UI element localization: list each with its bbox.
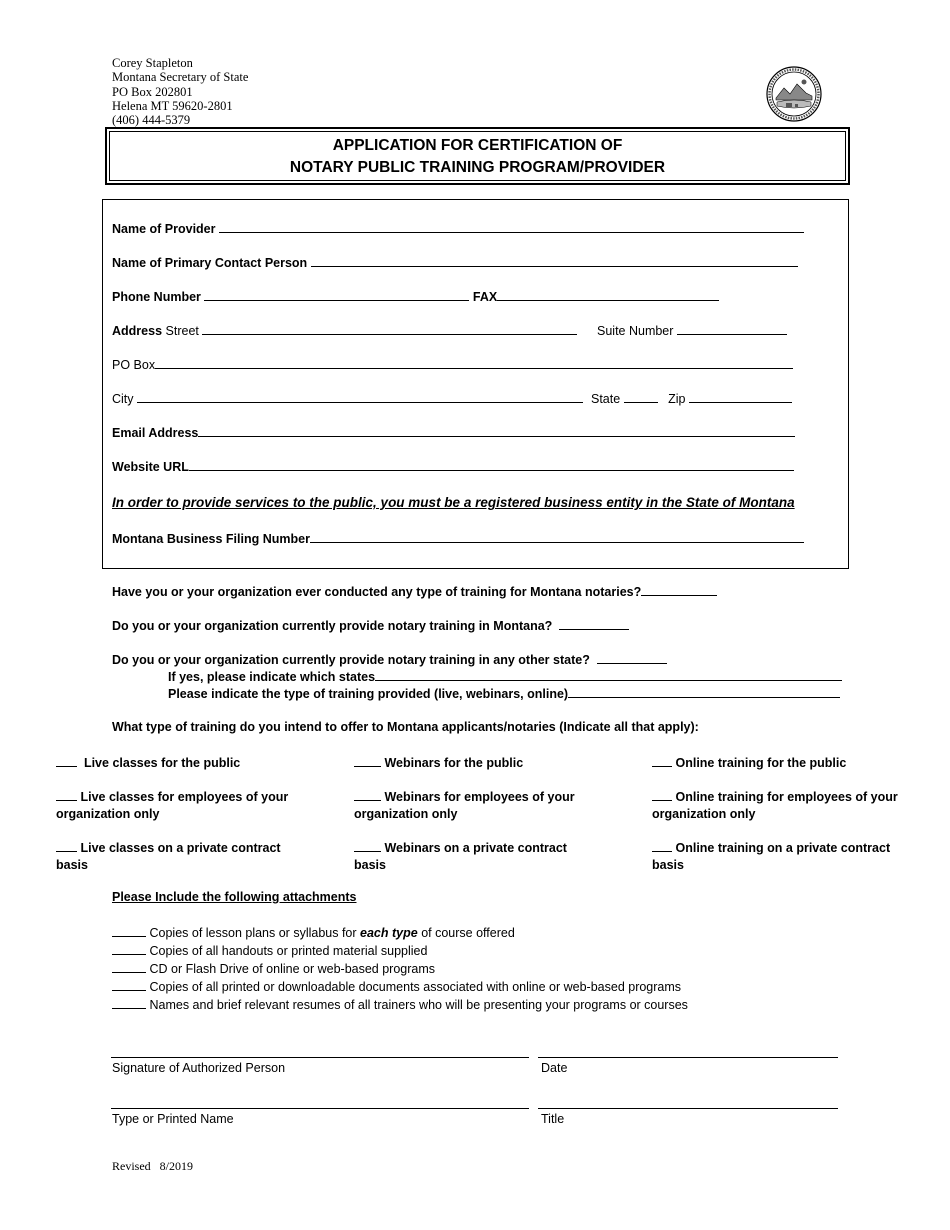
attachment-item: Names and brief relevant resumes of all trainers who will be presenting your programs or courses — [112, 996, 688, 1014]
option-live-public: Live classes for the public — [56, 754, 240, 771]
phone-field[interactable] — [204, 288, 469, 301]
city-field[interactable] — [137, 390, 583, 403]
filing-number-label: Montana Business Filing Number — [112, 532, 310, 546]
zip-label: Zip — [668, 392, 686, 406]
question-3-answer[interactable] — [597, 651, 667, 664]
question-2-answer[interactable] — [559, 617, 629, 630]
attachments-list — [112, 924, 688, 1014]
attachment-check[interactable] — [112, 996, 146, 1009]
printed-name-line[interactable] — [111, 1108, 529, 1109]
option-webinar-contract: Webinars on a private contract basis — [354, 841, 567, 872]
option-webinar-public-check[interactable] — [354, 754, 381, 767]
provider-name-label: Name of Provider — [112, 222, 216, 236]
po-box-label: PO Box — [112, 358, 156, 372]
attachment-check[interactable] — [112, 978, 146, 991]
question-3b-answer[interactable] — [568, 685, 840, 698]
option-online-contract: Online training on a private contract basis — [652, 841, 891, 872]
question-3b: Please indicate the type of training provided (live, webinars, online) — [168, 685, 840, 702]
contact-person-field[interactable] — [311, 254, 798, 267]
option-live-contract: Live classes on a private contract basis — [56, 841, 281, 872]
option-webinar-public: Webinars for the public — [354, 754, 523, 771]
zip-field[interactable] — [689, 390, 792, 403]
suite-field[interactable] — [677, 322, 787, 335]
attachment-item: Copies of all printed or downloadable documents associated with online or web-based programs — [112, 978, 688, 996]
date-line[interactable] — [538, 1057, 838, 1058]
option-online-public-check[interactable] — [652, 754, 672, 767]
registration-notice: In order to provide services to the public, you must be a registered business entity in the State of Montana — [112, 495, 795, 510]
address-line: Helena MT 59620-2801 — [112, 98, 233, 113]
signature-label: Signature of Authorized Person — [112, 1061, 286, 1075]
date-label: Date — [541, 1061, 568, 1075]
suite-label: Suite Number — [597, 324, 674, 338]
question-1-answer[interactable] — [641, 583, 717, 596]
question-2: Do you or your organization currently provide notary training in Montana? — [112, 617, 629, 634]
website-field[interactable] — [189, 458, 794, 471]
address-line: PO Box 202801 — [112, 84, 193, 99]
address-line: (406) 444-5379 — [112, 113, 191, 128]
website-label: Website URL — [112, 460, 189, 474]
sender-address — [112, 56, 248, 127]
title-line[interactable] — [538, 1108, 838, 1109]
option-live-employees: Live classes for employees of your organization only — [56, 790, 289, 821]
provider-name-field[interactable] — [219, 220, 804, 233]
question-3a: If yes, please indicate which states — [168, 668, 842, 685]
attachments-heading: Please Include the following attachments — [112, 890, 357, 904]
option-online-employees-check[interactable] — [652, 788, 672, 801]
option-online-contract-check[interactable] — [652, 839, 672, 852]
city-row — [112, 390, 583, 407]
printed-name-label: Type or Printed Name — [112, 1112, 234, 1126]
state-zip-row — [591, 390, 792, 407]
option-webinar-employees: Webinars for employees of your organization only — [354, 790, 575, 821]
attachment-check[interactable] — [112, 942, 146, 955]
provider-name-row — [112, 220, 804, 237]
address-line: Montana Secretary of State — [112, 70, 249, 85]
question-3a-answer[interactable] — [375, 668, 842, 681]
email-field[interactable] — [198, 424, 795, 437]
option-online-public: Online training for the public — [652, 754, 846, 771]
attachment-check[interactable] — [112, 960, 146, 973]
address-line: Corey Stapleton — [112, 56, 193, 70]
title-box — [105, 127, 850, 185]
state-seal-icon — [766, 66, 822, 122]
po-box-field[interactable] — [155, 356, 793, 369]
po-box-row — [112, 356, 793, 373]
revision-date: Revised 8/2019 — [112, 1159, 193, 1173]
title-line-2: NOTARY PUBLIC TRAINING PROGRAM/PROVIDER — [289, 159, 666, 176]
question-1: Have you or your organization ever conducted any type of training for Montana notaries? — [112, 583, 717, 600]
street-label: Street — [165, 324, 199, 338]
city-label: City — [112, 392, 134, 406]
option-webinar-employees-check[interactable] — [354, 788, 381, 801]
option-live-public-check[interactable] — [56, 754, 77, 767]
fax-field[interactable] — [497, 288, 719, 301]
option-live-contract-check[interactable] — [56, 839, 77, 852]
signature-line[interactable] — [111, 1057, 529, 1058]
address-label: Address — [112, 324, 163, 338]
title-label: Title — [541, 1112, 565, 1126]
website-row — [112, 458, 794, 475]
filing-number-row — [112, 530, 804, 547]
attachment-check[interactable] — [112, 924, 146, 937]
contact-person-row — [112, 254, 798, 271]
question-3: Do you or your organization currently provide notary training in any other state? — [112, 651, 667, 668]
street-field[interactable] — [202, 322, 577, 335]
contact-person-label: Name of Primary Contact Person — [112, 256, 308, 270]
phone-row — [112, 288, 719, 305]
email-label: Email Address — [112, 426, 199, 440]
option-webinar-contract-check[interactable] — [354, 839, 381, 852]
attachment-item: Copies of all handouts or printed material supplied — [112, 942, 688, 960]
address-row — [112, 322, 577, 339]
attachment-item: Copies of lesson plans or syllabus for each type of course offered — [112, 924, 688, 942]
fax-label: FAX — [472, 290, 498, 304]
filing-number-field[interactable] — [310, 530, 804, 543]
state-label: State — [591, 392, 621, 406]
state-field[interactable] — [624, 390, 658, 403]
email-row — [112, 424, 795, 441]
option-live-employees-check[interactable] — [56, 788, 77, 801]
suite-row — [597, 322, 787, 339]
phone-label: Phone Number — [112, 290, 201, 304]
attachment-item: CD or Flash Drive of online or web-based programs — [112, 960, 688, 978]
option-online-employees: Online training for employees of your organization only — [652, 790, 898, 821]
title-line-1: APPLICATION FOR CERTIFICATION OF — [332, 137, 623, 154]
question-4: What type of training do you intend to offer to Montana applicants/notaries (Indicate all that apply): — [112, 720, 699, 734]
